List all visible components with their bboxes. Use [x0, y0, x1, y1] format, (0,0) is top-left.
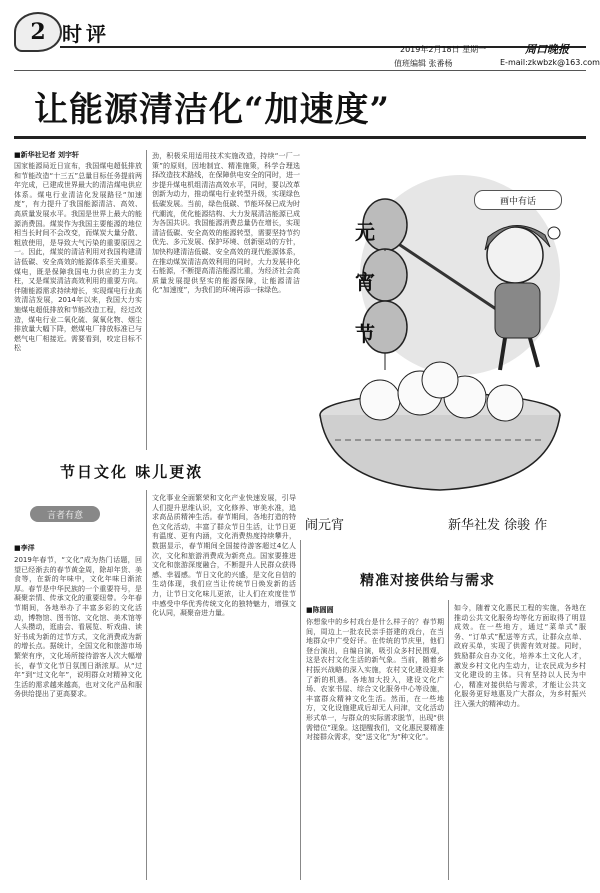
- article1-byline: ■新华社记者 刘宇轩: [14, 151, 80, 159]
- duty-editor: 值班编辑 张番杨: [394, 59, 453, 68]
- contact-email: E-mail:zkwbzk@163.com: [500, 58, 600, 67]
- header-divider: [60, 46, 586, 48]
- main-headline: 让能源清洁化“加速度”: [34, 90, 391, 130]
- article1-col1: 国家能源局近日宣布，我国煤电超低排放和节能改造“十三五”总量目标任务提前两年完成，已建成世界最大的清洁煤电供应体系。煤电行业清洁化发展路径“加速度”，有力提升了我国能源清洁、高效、高质量发展水平。我国是世界上最大的能源消费国。煤炭作为我国主要能源的地位相当长时间不会改变，而煤炭大量分散、粗放使用，是导致大气污染的重要原因之一。因此，煤炭的清洁利用对我国构建清洁低碳、安全高效的能源体系至关重要。煤电，既是保障我国电力供应的主力支柱，又是煤炭清洁高效利用的重要方向。伴随能源需求持续增长，实现煤电行业高效清洁发展，2014年以来，我国大力实施煤电超低排放和节能改造工程，经过改造，煤电行业二氧化硫、氮氧化物、烟尘排放量大幅下降，燃煤电厂排放标准已与燃气电厂相接近。需要看到，咬定目标不松: [14, 162, 142, 353]
- article2-byline: ■李洋: [14, 544, 35, 552]
- column-divider: [146, 150, 147, 450]
- header-subdivider: [14, 70, 586, 71]
- lantern-char-1: 元: [355, 219, 375, 244]
- newspaper-brand: 周口晚报: [525, 43, 569, 56]
- section-title: 时评: [62, 22, 110, 46]
- article3-byline: ■陈圆圆: [306, 606, 334, 614]
- cartoon-badge: 画中有话: [474, 190, 562, 210]
- column-divider-4: [448, 600, 449, 880]
- column-divider-2: [146, 490, 147, 880]
- column-tag: 言者有意: [30, 506, 100, 522]
- article2-col1: 2019年春节，“文化”成为热门话题，回望已经渐去的春节黄金周，除却年货、美食等，在新的年味中，文化年味日渐浓厚。春节是中华民族的一个重要符号，是凝聚亲情、传承文化的重要纽带。今年春节期间，各地举办了丰富多彩的文化活动，博物馆、图书馆、文化馆、美术馆等人头攒动，逛庙会、看展览、听戏曲、读好书成为新的过节方式，文化消费成为新的增长点。据统计，全国文化和旅游市场繁荣有序，文化场所接待游客人次大幅增长，春节文化节日氛围日渐浓厚。从“过年”到“过文化年”，说明群众对精神文化生活的需求越来越高，也对文化产品和服务供给提出了更高要求。: [14, 556, 142, 699]
- article3-col1: 你想象中的乡村戏台是什么样子的？春节期间，周边上一批农民亲手搭建的戏台，在当地群众中广受好评。在传统的节庆里，他们登台演出，自编自演，吸引众多村民围观，这是农村文化生活的新气象。当前，随着乡村振兴战略的深入实施，农村文化建设迎来了新的机遇。各地加大投入，建设文化广场、农家书屋、综合文化服务中心等设施，丰富群众精神文化生活。然而，在一些地方，文化设施建成后却无人问津，文化活动形式单一，与群众的实际需求脱节，出现“供需错位”现象。这提醒我们，文化惠民要精准对接群众需求，变“送文化”为“种文化”。: [306, 618, 444, 742]
- article3-headline: 精准对接供给与需求: [360, 573, 495, 589]
- article2-col2: 文化事业全面繁荣和文化产业快速发展，引导人们提升思维认识，文化修养、审美水准，追求高品质精神生活。春节期间，各地打造的特色文化活动，丰富了群众节日生活，让节日更有温度、更有内涵，文化消费热度持续攀升，数据显示，春节期间全国接待游客超过4亿人次，文化和旅游消费成为新亮点。国家要推进文化和旅游深度融合，不断提升人民群众获得感、幸福感。节日文化的兴盛，是文化自信的生动体现，我们应当让传统节日焕发新的活力，让节日文化味儿更浓，让人们在欢度佳节中感受中华优秀传统文化的独特魅力，增强文化认同，凝聚奋进力量。: [152, 494, 296, 618]
- headline-rule: [14, 136, 586, 139]
- lantern-char-3: 节: [355, 321, 375, 346]
- article3-col2: 如今，随着文化惠民工程的实施，各地在推动公共文化服务均等化方面取得了明显成效。在一些地方，通过“菜单式”服务、“订单式”配送等方式，让群众点单、政府买单，实现了供需有效对接。同时，鼓励群众自办文化，培养本土文化人才，激发乡村文化内生动力，让农民成为乡村文化建设的主体。只有坚持以人民为中心，精准对接供给与需求，才能让公共文化服务更好地惠及广大群众，为乡村振兴注入强大的精神动力。: [454, 604, 586, 708]
- column-divider-3: [300, 540, 301, 880]
- article1-col2: 劲，积极采用适用技术实施改造，持续“一厂一策”的原则，因地制宜、精准施策，科学合理选择改造技术路线，在保障供电安全的同时，进一步提升煤电机组清洁高效水平，同时，要以改革创新为动力，推动煤电行业转型升级，实现绿色低碳发展。当前，绿色低碳、节能环保已成为时代潮流，优化能源结构、大力发展清洁能源已成为各国共识。我国能源消费总量仍在增长，实现清洁低碳、安全高效的能源转型，需要坚持节约优先、多元发展、保护环境、创新驱动的方针，加快构建清洁低碳、安全高效的现代能源体系，在推动煤炭清洁高效利用的同时，大力发展非化石能源，不断提高清洁能源比重，为经济社会高质量发展提供坚实的能源保障，让能源清洁化“加速度”，为我们的环境再添一抹绿色。: [152, 152, 300, 295]
- cartoon-title: 闹元宵: [305, 518, 345, 533]
- lantern-char-2: 宵: [355, 269, 375, 294]
- page-number: 2: [14, 12, 62, 52]
- article2-headline: 节日文化 味儿更浓: [60, 463, 204, 481]
- cartoon-credit: 新华社发 徐骏 作: [448, 518, 548, 533]
- issue-date: 2019年2月18日 星期一: [400, 45, 487, 54]
